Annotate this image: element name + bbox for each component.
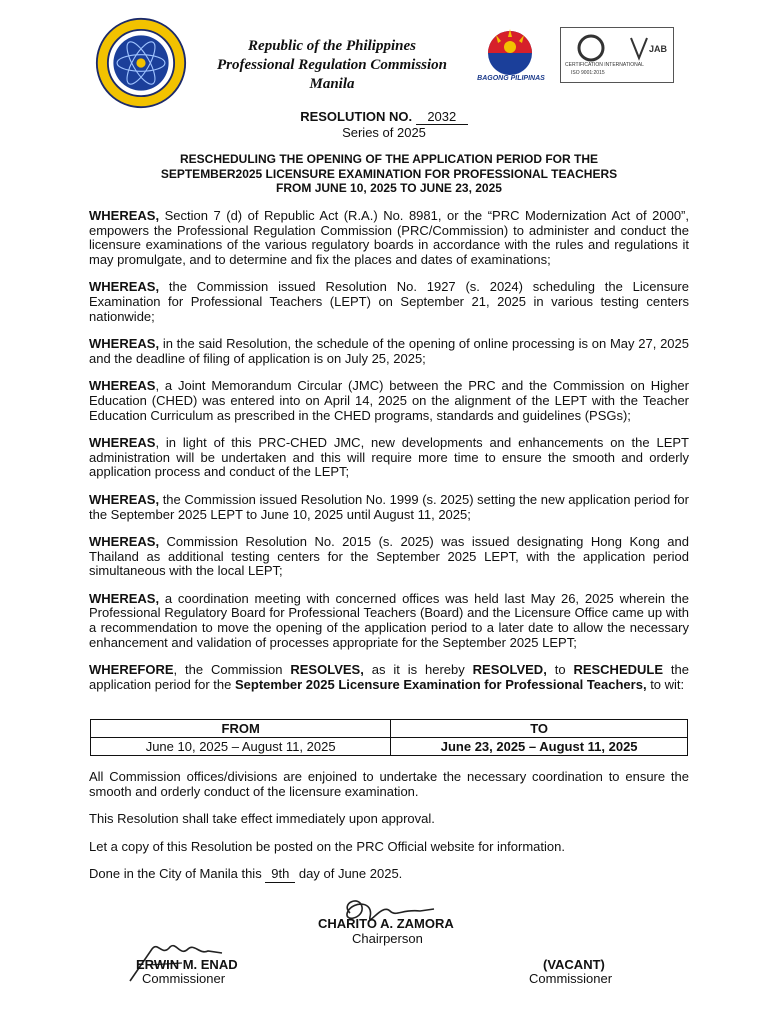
bagong-pilipinas-label: BAGONG PILIPINAS [477, 75, 545, 82]
whereas-clause: WHEREAS, a coordination meeting with concerned offices was held last May 26, 2025 wherein the Professional Regulatory Board for Professional Teachers (Board) and the Licensure Office came up with a recommendation to move the opening of the application period to a later date to allow the necessary enhancement and validation of processes appropriate for the September 2025 LEPT; [89, 590, 689, 650]
table-row [91, 738, 688, 756]
header-from: FROM [91, 720, 391, 738]
commissioner1-title: Commissioner [142, 971, 226, 986]
commissioner1-name: ERWIN M. ENAD [136, 957, 238, 972]
whereas-clause: WHEREAS, Commission Resolution No. 2015 (s. 2025) was issued designating Hong Kong and Thailand as additional testing centers for the September 2025 LEPT, with the application period simultaneous with the local LEPT; [89, 534, 689, 579]
letterhead-line2: Professional Regulation Commission [216, 57, 448, 73]
certification-badge [560, 27, 674, 83]
header-to: TO [391, 720, 688, 738]
closing-paragraph: Let a copy of this Resolution be posted on the PRC Official website for information. [89, 838, 565, 854]
chairperson-title: Chairperson [352, 931, 423, 946]
whereas-clause: WHEREAS, in light of this PRC-CHED JMC, new developments and enhancements on the LEPT administration will be undertaken and this will require more time to ensure the smooth and orderly application process and conduct of the LEPT; [89, 435, 689, 480]
chairperson-name: CHARITO A. ZAMORA [318, 916, 454, 931]
closing-text [89, 770, 689, 896]
wherefore-clause: WHEREFORE, the Commission RESOLVES, as it is hereby RESOLVED, to RESCHEDULE the application period for the September 2025 Licensure Examination for Professional Teachers, to wit: [89, 662, 689, 692]
commissioner2-name: (VACANT) [543, 957, 605, 972]
body-text [89, 209, 689, 705]
day-fill: 9th [265, 867, 295, 883]
whereas-clause: WHEREAS, the Commission issued Resolution No. 1999 (s. 2025) setting the new application period for the September 2025 LEPT to June 10, 2025 until August 11, 2025; [89, 491, 689, 522]
title-line1: RESCHEDULING THE OPENING OF THE APPLICATION PERIOD FOR THE [179, 152, 599, 166]
cert-text: CERTIFICATION INTERNATIONAL [565, 62, 644, 68]
resolution-label: RESOLUTION NO. [300, 109, 413, 124]
title-line3: FROM JUNE 10, 2025 TO JUNE 23, 2025 [276, 181, 502, 195]
resolution-line [0, 109, 768, 125]
table-header-row [91, 720, 688, 738]
prc-seal-logo [95, 17, 187, 109]
to-value: June 23, 2025 – August 11, 2025 [391, 738, 688, 756]
whereas-clause: WHEREAS, a Joint Memorandum Circular (JMC) between the PRC and the Commission on Higher Education (CHED) was entered into on April 14, 2025 on the alignment of the LEPT with the Teacher Education Curriculum as prescribed in the CHED programs, standards and guidelines (PSGs); [89, 378, 689, 423]
cert-iso: ISO 9001:2015 [571, 70, 605, 76]
whereas-clause: WHEREAS, Section 7 (d) of Republic Act (R.A.) No. 8981, or the “PRC Modernization Act of 2000”, empowers the Professional Regulation Commission (PRC/Commission) to administer and conduct the licensure examinations of the various regulatory boards in accordance with the rules and regulations it may promulgate, and to determine and fix the places and dates of examinations; [89, 208, 689, 267]
commissioner2-title: Commissioner [529, 971, 613, 986]
letterhead-line3: Manila [309, 76, 355, 92]
title-line2: SEPTEMBER2025 LICENSURE EXAMINATION FOR PROFESSIONAL TEACHERS [160, 166, 618, 181]
closing-paragraph: This Resolution shall take effect immediately upon approval. [89, 811, 435, 827]
whereas-clause: WHEREAS, the Commission issued Resolution No. 1927 (s. 2024) scheduling the Licensure Examination for Professional Teachers (LEPT) on September 21, 2025 in various testing centers nationwide; [89, 279, 689, 324]
letterhead [200, 37, 464, 94]
closing-paragraph: All Commission offices/divisions are enjoined to undertake the necessary coordination to ensure the smooth and orderly conduct of the licensure examination. [89, 769, 689, 799]
series-line: Series of 2025 [342, 125, 426, 140]
resolution-number: 2032 [416, 109, 468, 125]
schedule-table [90, 719, 688, 756]
whereas-clause: WHEREAS, in the said Resolution, the schedule of the opening of online processing is on May 27, 2025 and the deadline of filing of application is on July 25, 2025; [89, 336, 689, 366]
resolution-title [90, 152, 688, 196]
cert-jab: JAB [649, 44, 668, 54]
from-value: June 10, 2025 – August 11, 2025 [91, 738, 391, 756]
done-in-paragraph: Done in the City of Manila this 9th day of June 2025. [89, 866, 403, 882]
letterhead-line1: Republic of the Philippines [248, 38, 416, 54]
